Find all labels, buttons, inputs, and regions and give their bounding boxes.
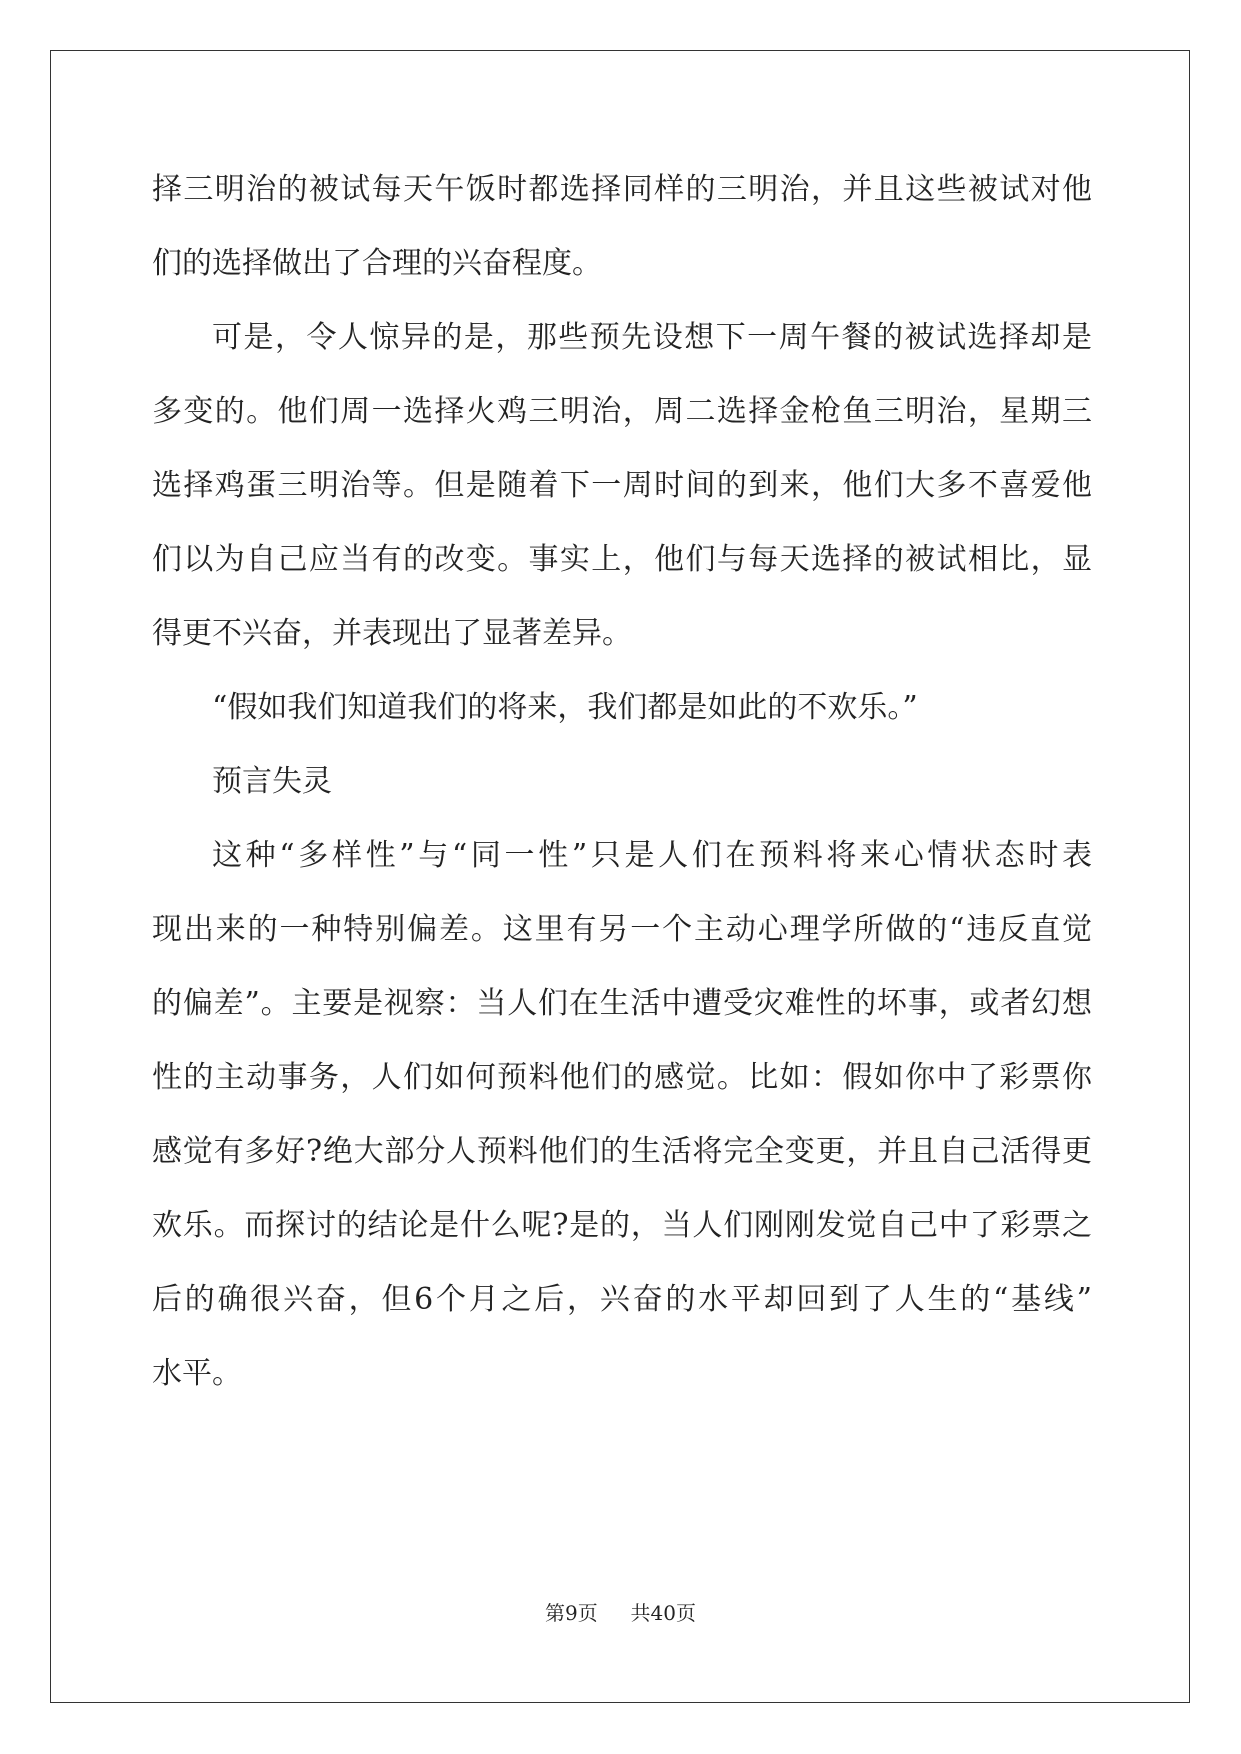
body-line-3: 可是，令人惊异的是，那些预先设想下一周午餐的被试选择却是 xyxy=(212,320,1092,355)
page-total: 共40页 xyxy=(630,1601,696,1625)
body-line-15: 欢乐。而探讨的结论是什么呢?是的，当人们刚刚发觉自己中了彩票之 xyxy=(152,1208,1092,1243)
body-line-17: 水平。 xyxy=(152,1356,242,1391)
body-line-16: 后的确很兴奋，但6个月之后，兴奋的水平却回到了人生的“基线” xyxy=(152,1282,1092,1317)
body-line-5: 选择鸡蛋三明治等。但是随着下一周时间的到来，他们大多不喜爱他 xyxy=(152,468,1092,503)
body-line-12: 的偏差”。主要是视察：当人们在生活中遭受灾难性的坏事，或者幻想 xyxy=(152,986,1092,1021)
body-line-2: 们的选择做出了合理的兴奋程度。 xyxy=(152,246,602,281)
body-line-11: 现出来的一种特别偏差。这里有另一个主动心理学所做的“违反直觉 xyxy=(152,912,1092,947)
body-line-14: 感觉有多好?绝大部分人预料他们的生活将完全变更，并且自己活得更 xyxy=(152,1134,1092,1169)
section-heading: 预言失灵 xyxy=(212,764,332,799)
body-line-6: 们以为自己应当有的改变。事实上，他们与每天选择的被试相比，显 xyxy=(152,542,1092,577)
page-number: 第9页 xyxy=(545,1601,598,1625)
body-line-4: 多变的。他们周一选择火鸡三明治，周二选择金枪鱼三明治，星期三 xyxy=(152,394,1092,429)
page-footer xyxy=(0,1600,1241,1626)
page-border xyxy=(50,50,1190,1703)
body-line-7: 得更不兴奋，并表现出了显著差异。 xyxy=(152,616,632,651)
body-line-1: 择三明治的被试每天午饭时都选择同样的三明治，并且这些被试对他 xyxy=(152,172,1092,207)
quote-line: “假如我们知道我们的将来，我们都是如此的不欢乐。” xyxy=(212,690,918,725)
body-line-10: 这种“多样性”与“同一性”只是人们在预料将来心情状态时表 xyxy=(212,838,1092,873)
body-line-13: 性的主动事务，人们如何预料他们的感觉。比如：假如你中了彩票你 xyxy=(152,1060,1092,1095)
